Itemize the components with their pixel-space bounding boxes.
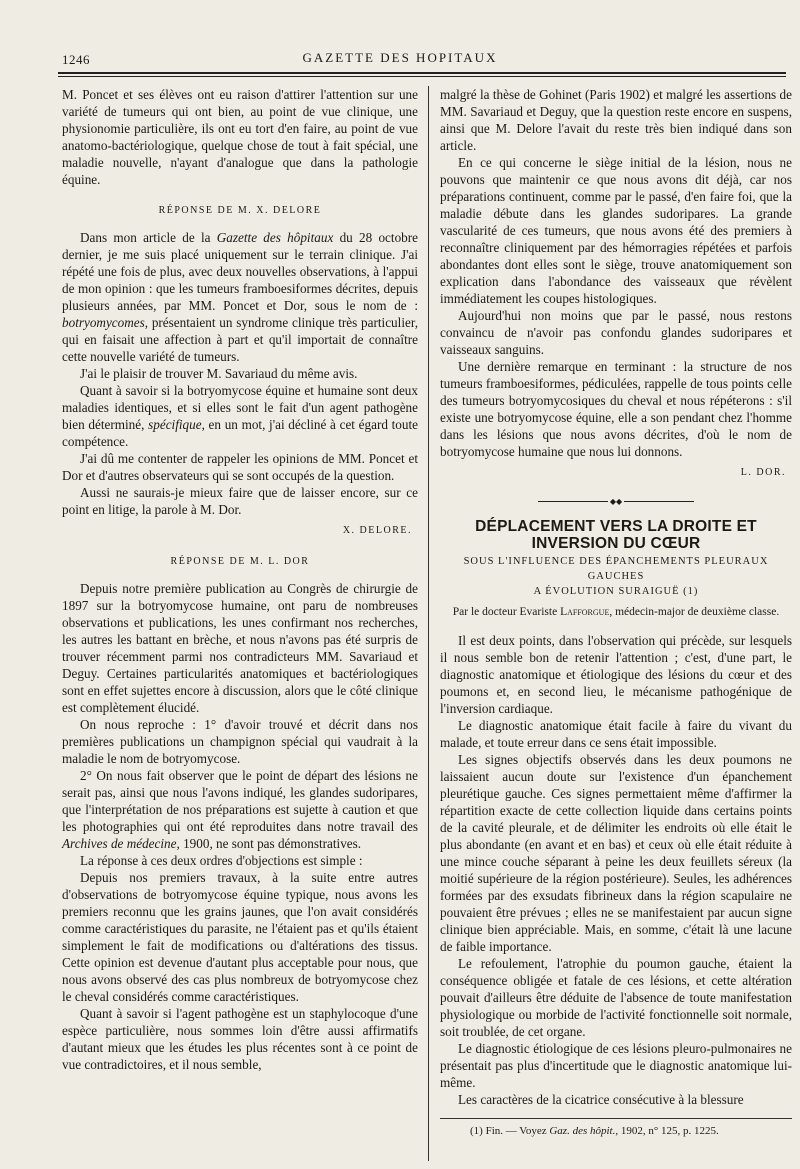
paragraph: Le diagnostic étiologique de ces lésions pleuro-pulmonaires ne présentait pas plus d'incertitude que le diagnostic anatomique lui-même.: [440, 1041, 792, 1090]
paragraph: Depuis notre première publication au Congrès de chirurgie de 1897 sur la botryomycose humaine, ont paru de nombreuses observations et publications, les unes confirmant nos recherches, les autres les battant en brèche, et nous n'avons pas été surpris de trouver récemment parmi nos contradicteurs MM. Savariaud et Deguy. Certaines particularités anatomiques et bactériologiques sont en effet sujettes encore à discussion, alors que le côté clinique est complètement élucidé.: [62, 581, 418, 715]
article-author: Par le docteur Evariste Lafforgue, médecin-major de deuxième classe.: [452, 606, 780, 618]
paragraph: Il est deux points, dans l'observation qui précède, sur lesquels il nous semble bon de retenir l'attention ; c'est, d'une part, le diagnostic anatomique et étiologique des lésions du cœur et des poumons et, en second lieu, le mécanisme pathogénique de l'inversion cardiaque.: [440, 633, 792, 716]
article-subtitle: A ÉVOLUTION SURAIGUË (1): [533, 586, 699, 597]
section-heading-delore: RÉPONSE DE M. X. DELORE: [158, 205, 322, 216]
header-rule-thin: [58, 76, 786, 77]
paragraph: Les caractères de la cicatrice consécutive à la blessure: [458, 1092, 744, 1107]
paragraph: Le refoulement, l'atrophie du poumon gauche, étaient la conséquence obligée et fatale de ces lésions, et cette altération pouvait d'ailleurs être déduite de l'absence de toute manifestation physiologique ou morbide de l'activité fonctionnelle soit normale, soit troublée, de cet organe.: [440, 956, 792, 1039]
paragraph: M. Poncet et ses élèves ont eu raison d'attirer l'attention sur une variété de tumeurs qui ont bien, au point de vue clinique, une physionomie particulière, ils ont eu tort d'en faire, au point de vue anatomo-bactériologique, quelque chose de tout à fait spécial, une maladie nouvelle, n'ayant d'analogue que dans la pathologie équine.: [62, 87, 418, 187]
paragraph: 2° On nous fait observer que le point de départ des lésions ne serait pas, ainsi que nous l'avons indiqué, les glandes sudoripares, que l'interprétation de nos préparations est sujette à caution et que les photographies qui ont été reproduites dans notre travail des Archives de médecine, 1900, ne sont pas démonstratives.: [62, 768, 418, 851]
section-separator: ◆◆: [440, 493, 792, 510]
footnote-rule: [440, 1118, 792, 1119]
article-title: DÉPLACEMENT VERS LA DROITE ET INVERSION DU CŒUR: [475, 518, 757, 552]
paragraph: Le diagnostic anatomique était facile à faire du vivant du malade, et toute erreur dans ce sens était impossible.: [440, 718, 792, 750]
paragraph: Une dernière remarque en terminant : la structure de nos tumeurs framboesiformes, pédiculées, rappelle de tous points celle des tumeurs botryomycosiques du cheval et nous répéterons : s'il existe une botryomycose équine, elle a son pendant chez l'homme dans les lésions que nous avons décrites, d'où le nom de botryomycose humaine que nous lui donnons.: [440, 359, 792, 459]
column-divider: [428, 86, 429, 1161]
paragraph: Aussi ne saurais-je mieux faire que de laisser encore, sur ce point en litige, la parole à M. Dor.: [62, 485, 418, 517]
paragraph: Dans mon article de la Gazette des hôpitaux du 28 octobre dernier, je me suis placé uniquement sur le terrain clinique. J'ai répété une fois de plus, avec deux nouvelles observations, à l'appui de mon opinion : que les tumeurs framboesiformes décrites, depuis plusieurs années, par MM. Poncet et Dor, sous le nom de : botryomycomes, présentaient un syndrome clinique très particulier, qui en faisait une affection à part et qu'il importait de connaître cette nouvelle variété de tumeurs.: [62, 230, 419, 364]
paragraph: Quant à savoir si l'agent pathogène est un staphylocoque d'une espèce particulière, nous sommes loin d'être aussi affirmatifs d'autant mieux que les études les plus récentes sont à ce point de vue contradictoires, et il nous semble,: [62, 1006, 418, 1072]
page-number: 1246: [62, 52, 90, 67]
paragraph: J'ai le plaisir de trouver M. Savariaud du même avis.: [80, 366, 358, 381]
left-column: [62, 86, 418, 1073]
paragraph: On nous reproche : 1° d'avoir trouvé et décrit dans nos premières publications un champignon spécial qui vaudrait à la maladie le nom de botryomycose.: [62, 717, 418, 766]
paragraph: La réponse à ces deux ordres d'objections est simple :: [80, 853, 363, 868]
paragraph: Quant à savoir si la botryomycose équine et humaine sont deux maladies identiques, et si elles sont le fait d'un agent pathogène bien déterminé, spécifique, en un mot, j'ai décliné à cet égard toute compétence.: [62, 383, 418, 449]
article-subtitle: SOUS L'INFLUENCE DES ÉPANCHEMENTS PLEURAUX GAUCHES: [463, 556, 769, 582]
signature-dor: L. DOR.: [740, 467, 786, 478]
journal-title: GAZETTE DES HOPITAUX: [302, 50, 498, 65]
paragraph: Depuis nos premiers travaux, à la suite entre autres d'observations de botryomycose équine typique, nous avons les premiers reconnu que les grains jaunes, que l'on avait considérés comme caractéristiques du parasite, ne l'étaient pas et qu'ils étaient simplement le fait de modifications ou d'altérations des tissus. Cette opinion est devenue d'autant plus acceptable pour nous, que nous avons observé des cas plus nombreux de botryomycose chez le cheval considérés comme caractéristiques.: [62, 870, 418, 1004]
header-rule: [58, 72, 786, 74]
section-heading-dor: RÉPONSE DE M. L. DOR: [170, 556, 310, 567]
signature-delore: X. DELORE.: [342, 525, 412, 536]
paragraph: Aujourd'hui non moins que par le passé, nous restons convaincu de n'avoir pas confondu glandes sudoripares et vaisseaux sanguins.: [440, 308, 792, 357]
paragraph: Les signes objectifs observés dans les deux poumons ne laissaient aucun doute sur l'existence d'un épanchement pleurétique gauche. Ces signes permettaient même d'affirmer la répartition exacte de cette collection liquide dans certains points de la cavité pleurale, et de délimiter les endroits où elle était le plus abondante (en avant et en bas) et ceux où elle était réduite à une mince couche séparant à peine les deux feuillets séreux (la moitié supérieure de la région postérieure). Seules, les adhérences formées par des exsudats fibrineux dans la région scapulaire ne pouvaient être prévues ; elles ne se manifestaient par aucun signe clinique bien appréciable. Mais, en somme, c'était là une lacune de faible importance.: [440, 752, 792, 954]
paragraph: malgré la thèse de Gohinet (Paris 1902) et malgré les assertions de MM. Savariaud et Deguy, que la question reste encore en suspens, ainsi que M. Delore l'avait du reste très bien indiqué dans son article.: [440, 87, 792, 153]
footnote: (1) Fin. — Voyez Gaz. des hôpit., 1902, n° 125, p. 1225.: [470, 1125, 719, 1137]
right-column: [440, 86, 792, 1140]
paragraph: J'ai dû me contenter de rappeler les opinions de MM. Poncet et Dor et d'autres observateurs qui se sont occupés de la question.: [62, 451, 418, 483]
paragraph: En ce qui concerne le siège initial de la lésion, nous ne pouvons que maintenir ce que nous avons dit déjà, car nos préparations continuent, comme par le passé, d'en faire foi, que la maladie débute dans les glandes sudoripares. La grande vascularité de ces tumeurs, que nous avons été des premiers à reconnaître cliniquement par des hémorragies répétées et parfois abondantes dont elles sont le siège, trouve anatomiquement son explication dans l'abondance des vaisseaux que révèlent immédiatement les coupes histologiques.: [440, 155, 792, 306]
